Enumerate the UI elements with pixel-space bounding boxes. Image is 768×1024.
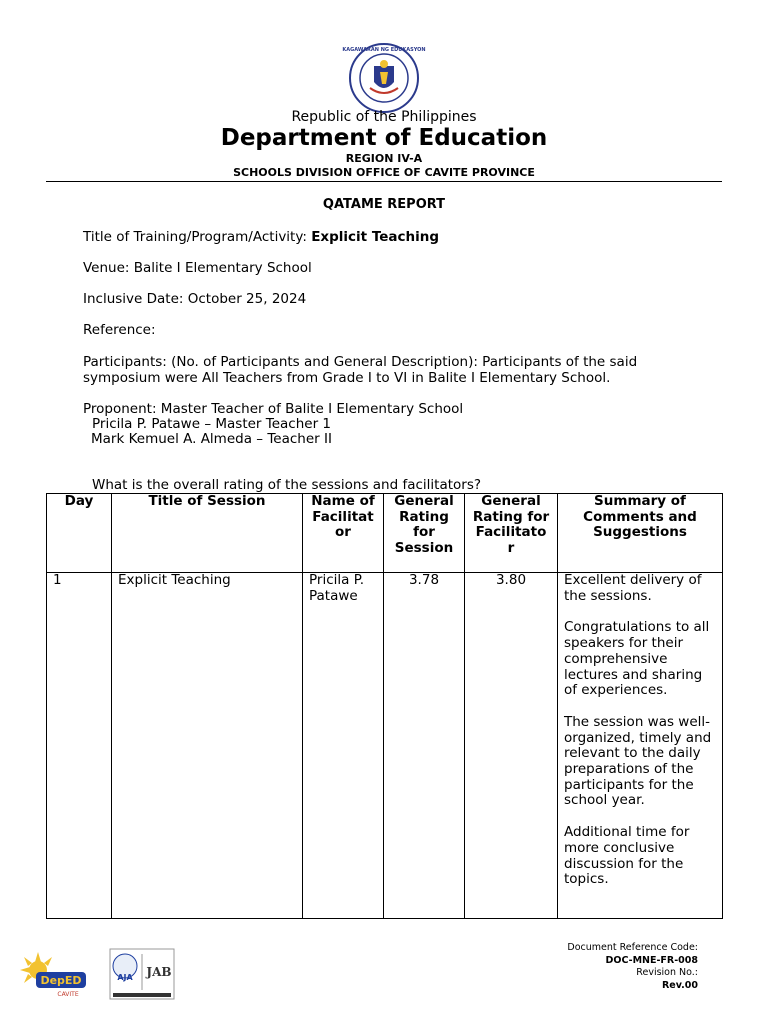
facilitator-line-1: Pricila P. Patawe – Master Teacher 1: [92, 416, 332, 432]
comment-3: The session was well-organized, timely and relevant to the daily preparations of the participants for the school year.: [564, 713, 712, 809]
svg-text:KAGAWARAN NG EDUKASYON: KAGAWARAN NG EDUKASYON: [342, 47, 426, 53]
inclusive-date-field: Inclusive Date: October 25, 2024: [83, 291, 307, 307]
revision-label: Revision No.:: [636, 967, 698, 978]
republic-heading: Republic of the Philippines: [291, 109, 477, 125]
comment-1: Excellent delivery of the sessions.: [564, 572, 702, 604]
header-facilitator: Name of Facilitat or: [303, 494, 384, 573]
table-header-row: [47, 494, 723, 573]
division-heading: SCHOOLS DIVISION OFFICE OF CAVITE PROVINCE: [233, 166, 535, 179]
comment-2: Congratulations to all speakers for their comprehensive lectures and sharing of experiences.: [564, 619, 710, 699]
cell-facilitator-rating: 3.80: [465, 573, 558, 919]
cell-title: Explicit Teaching: [112, 573, 303, 919]
table-row: [47, 573, 723, 919]
facilitator-line-2: Mark Kemuel A. Almeda – Teacher II: [91, 431, 332, 447]
reference-field: Reference:: [83, 322, 156, 338]
svg-text:CAVITE: CAVITE: [57, 991, 79, 998]
region-heading: REGION IV-A: [345, 152, 423, 165]
cell-facilitator: Pricila P. Patawe: [303, 573, 384, 919]
training-title-value: Explicit Teaching: [311, 229, 440, 245]
header-summary: Summary of Comments and Suggestions: [558, 494, 723, 573]
header-session-rating: General Rating for Session: [384, 494, 465, 573]
svg-text:DepED: DepED: [40, 974, 82, 987]
report-title: QATAME REPORT: [322, 197, 446, 212]
document-reference-block: [567, 942, 698, 992]
doc-ref-label: Document Reference Code:: [567, 942, 698, 953]
cell-session-rating: 3.78: [384, 573, 465, 919]
venue-field: Venue: Balite I Elementary School: [83, 260, 312, 276]
header-day: Day: [47, 494, 112, 573]
svg-text:AJA: AJA: [117, 973, 133, 982]
revision-value: Rev.00: [661, 979, 698, 991]
rating-question: What is the overall rating of the sessions and facilitators?: [92, 477, 482, 493]
participants-field: Participants: (No. of Participants and General Description): Participants of the said symposium were All Teachers from Grade I to VI in Balite I Elementary School.: [83, 354, 638, 386]
certification-logo-icon: [109, 948, 175, 1000]
ratings-table: [46, 493, 723, 919]
training-title-label: Title of Training/Program/Activity:: [83, 229, 312, 245]
header-facilitator-rating: General Rating for Facilitato r: [465, 494, 558, 573]
deped-cavite-logo-icon: [16, 948, 94, 1000]
svg-text:JAB: JAB: [146, 965, 172, 979]
header-title-of-session: Title of Session: [112, 494, 303, 573]
department-heading: Department of Education: [220, 125, 548, 151]
doc-ref-code: DOC-MNE-FR-008: [605, 954, 698, 966]
comment-4: Additional time for more conclusive discussion for the topics.: [564, 824, 690, 888]
proponent-field: Proponent: Master Teacher of Balite I Elementary School: [83, 401, 464, 417]
cell-summary: [558, 573, 723, 919]
header-divider: [46, 181, 722, 182]
cell-day: 1: [47, 573, 112, 919]
deped-seal-icon: [342, 42, 426, 114]
training-title-field: [83, 229, 439, 245]
